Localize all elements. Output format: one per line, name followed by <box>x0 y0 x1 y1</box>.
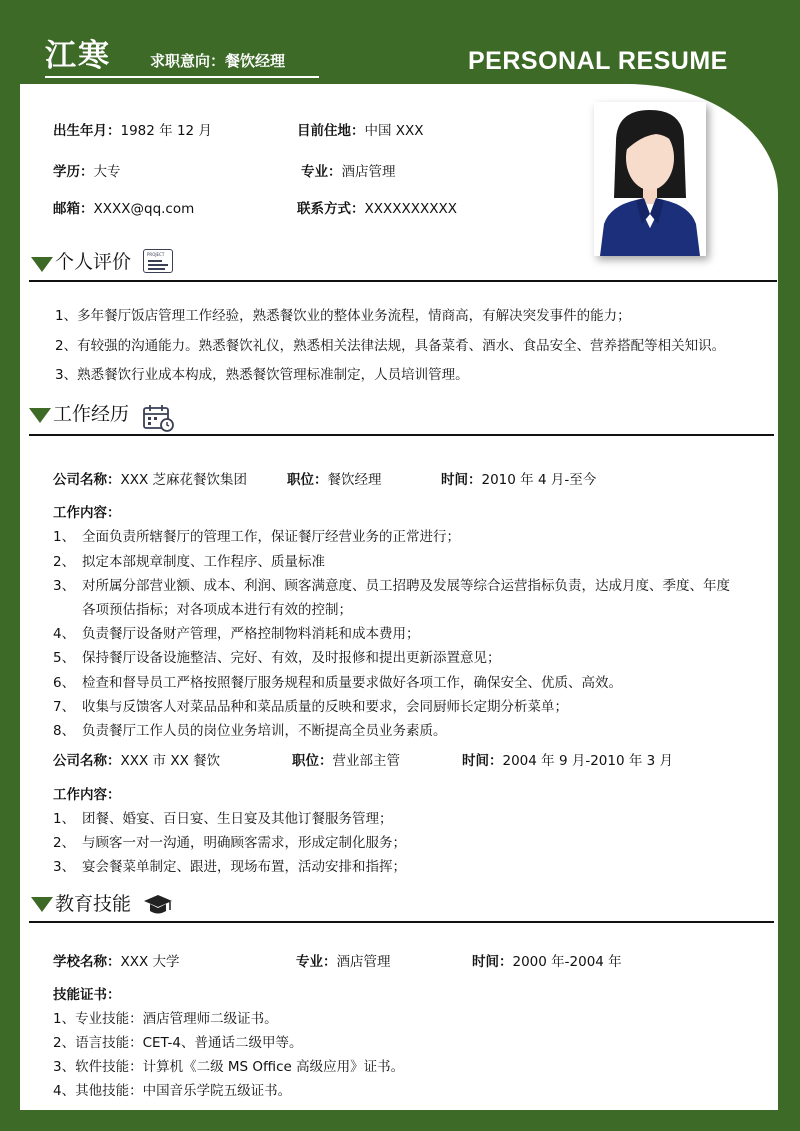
duty-num: 4、 <box>53 626 76 642</box>
major-label: 专业： <box>301 164 342 180</box>
calendar-icon <box>142 404 176 432</box>
duty-num: 5、 <box>53 650 76 666</box>
evaluation-title: 个人评价 <box>55 251 132 273</box>
email-label: 邮箱： <box>53 201 94 217</box>
skill-item: 3、软件技能：计算机《二级 MS Office 高级应用》证书。 <box>53 1059 405 1075</box>
duty-num: 1、 <box>53 811 76 827</box>
profile-photo <box>594 102 706 256</box>
job-time <box>462 751 673 771</box>
job-objective <box>150 50 285 72</box>
duty-num: 1、 <box>53 529 76 545</box>
job-time <box>441 470 596 490</box>
residence-label: 目前住地： <box>297 123 365 139</box>
school-label: 学校名称： <box>53 954 121 970</box>
residence-value: 中国 XXX <box>364 123 424 139</box>
project-icon <box>143 249 173 273</box>
time-label: 时间： <box>441 472 482 488</box>
duty-num: 2、 <box>53 835 76 851</box>
skills-label: 技能证书： <box>53 987 121 1003</box>
company-value: XXX 市 XX 餐饮 <box>120 753 221 769</box>
duty-text: 宴会餐菜单制定、跟进，现场布置，活动安排和指挥； <box>82 859 406 875</box>
edu-time-label: 时间： <box>472 954 513 970</box>
birth-value: 1982 年 12 月 <box>120 123 212 139</box>
position-label: 职位： <box>292 753 333 769</box>
edu-time-value: 2000 年-2004 年 <box>512 954 622 970</box>
objective-label: 求职意向： <box>150 52 226 70</box>
birth-label: 出生年月： <box>53 123 121 139</box>
duty-num: 3、 <box>53 578 76 594</box>
company-label: 公司名称： <box>53 753 121 769</box>
project-icon-label: PROJECT <box>147 252 165 257</box>
education-label: 学历： <box>53 164 94 180</box>
graduation-cap-icon <box>143 893 173 917</box>
duty-text: 与顾客一对一沟通，明确顾客需求，形成定制化服务； <box>82 835 406 851</box>
name-underline <box>45 76 319 78</box>
duty-num: 6、 <box>53 675 76 691</box>
position-value: 餐饮经理 <box>327 472 382 488</box>
major-value: 酒店管理 <box>341 164 396 180</box>
duty-text: 团餐、婚宴、百日宴、生日宴及其他订餐服务管理； <box>82 811 393 827</box>
job-company <box>53 470 247 490</box>
edu-time-info <box>472 952 622 972</box>
avatar-illustration <box>594 102 706 256</box>
edu-major-value: 酒店管理 <box>336 954 391 970</box>
residence-info <box>297 121 424 141</box>
company-label: 公司名称： <box>53 472 121 488</box>
objective-value: 餐饮经理 <box>225 52 286 70</box>
evaluation-divider <box>29 280 777 282</box>
duty-text: 保持餐厅设备设施整洁、完好、有效，及时报修和提出更新添置意见； <box>82 650 501 666</box>
work-content-label: 工作内容： <box>53 787 121 803</box>
major-info <box>301 162 396 182</box>
contact-info <box>297 199 457 219</box>
education-divider <box>29 921 774 923</box>
school-info <box>53 952 180 972</box>
company-value: XXX 芝麻花餐饮集团 <box>120 472 248 488</box>
duty-text: 对所属分部营业额、成本、利润、顾客满意度、员工招聘及发展等综合运营指标负责，达成月度、季度、年度 <box>82 578 730 594</box>
education-value: 大专 <box>93 164 121 180</box>
position-label: 职位： <box>287 472 328 488</box>
work-divider <box>29 434 774 436</box>
evaluation-marker-icon <box>31 257 53 272</box>
job-position <box>292 751 400 771</box>
skill-item: 2、语言技能：CET-4、普通话二级甲等。 <box>53 1035 303 1051</box>
duty-text: 拟定本部规章制度、工作程序、质量标准 <box>82 554 325 570</box>
edu-major-label: 专业： <box>296 954 337 970</box>
job-position <box>287 470 382 490</box>
time-label: 时间： <box>462 753 503 769</box>
duty-text: 负责餐厅工作人员的岗位业务培训，不断提高全员业务素质。 <box>82 723 447 739</box>
duty-text: 收集与反馈客人对菜品品种和菜品质量的反映和要求，会同厨师长定期分析菜单； <box>82 699 568 715</box>
duty-num: 8、 <box>53 723 76 739</box>
contact-value: XXXXXXXXXX <box>364 201 457 217</box>
skill-item: 1、专业技能：酒店管理师二级证书。 <box>53 1011 278 1027</box>
education-title: 教育技能 <box>55 893 132 915</box>
evaluation-item: 2、有较强的沟通能力。熟悉餐饮礼仪，熟悉相关法律法规，具备菜肴、酒水、食品安全、营养搭配等相关知识。 <box>55 338 726 354</box>
edu-major-info <box>296 952 391 972</box>
duty-text-continuation: 各项预估指标；对各项成本进行有效的控制； <box>82 602 352 618</box>
evaluation-item: 3、熟悉餐饮行业成本构成，熟悉餐饮管理标准制定，人员培训管理。 <box>55 367 469 383</box>
time-value: 2010 年 4 月-至今 <box>481 472 597 488</box>
time-value: 2004 年 9 月-2010 年 3 月 <box>502 753 674 769</box>
candidate-name: 江寒 <box>45 38 111 74</box>
work-title: 工作经历 <box>53 403 130 425</box>
birth-info <box>53 121 212 141</box>
header-bar <box>0 0 800 84</box>
resume-headline: PERSONAL RESUME <box>468 47 728 75</box>
job-company <box>53 751 220 771</box>
duty-text: 负责餐厅设备财产管理，严格控制物料消耗和成本费用； <box>82 626 420 642</box>
duty-num: 2、 <box>53 554 76 570</box>
email-info <box>53 199 194 219</box>
duty-num: 3、 <box>53 859 76 875</box>
skill-item: 4、其他技能：中国音乐学院五级证书。 <box>53 1083 292 1099</box>
work-marker-icon <box>29 408 51 423</box>
duty-text: 全面负责所辖餐厅的管理工作，保证餐厅经营业务的正常进行； <box>82 529 460 545</box>
education-marker-icon <box>31 897 53 912</box>
evaluation-item: 1、多年餐厅饭店管理工作经验，熟悉餐饮业的整体业务流程，情商高，有解决突发事件的能力； <box>55 308 631 324</box>
work-content-label: 工作内容： <box>53 505 121 521</box>
school-value: XXX 大学 <box>120 954 180 970</box>
contact-label: 联系方式： <box>297 201 365 217</box>
duty-num: 7、 <box>53 699 76 715</box>
email-value: XXXX@qq.com <box>93 201 195 217</box>
education-info <box>53 162 121 182</box>
position-value: 营业部主管 <box>332 753 400 769</box>
duty-text: 检查和督导员工严格按照餐厅服务规程和质量要求做好各项工作，确保安全、优质、高效。 <box>82 675 622 691</box>
